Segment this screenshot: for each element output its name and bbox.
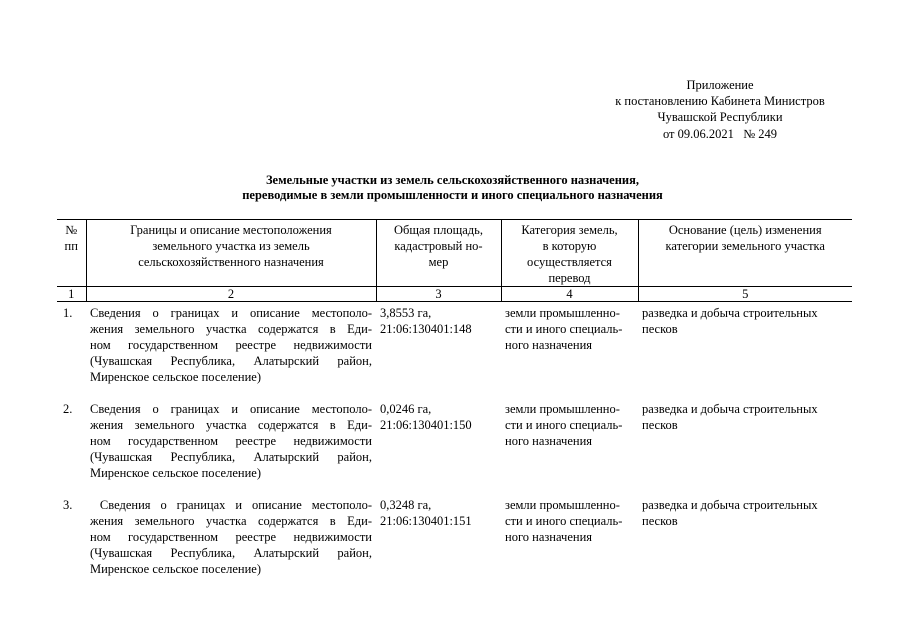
header-reason: Основание (цель) изменения категории земельного участка bbox=[638, 220, 852, 287]
row-reason: разведка и добыча строительных песков bbox=[642, 306, 818, 336]
land-plots-table bbox=[57, 219, 852, 590]
row-area: 0,0246 га, 21:06:130401:150 bbox=[380, 402, 472, 432]
header-category: Категория земель, в которую осуществляется перевод bbox=[501, 220, 638, 287]
row-number: 1. bbox=[63, 306, 73, 320]
header-description: Границы и описание местоположения земельного участка из земель сельскохозяйственного назначения bbox=[86, 220, 376, 287]
header-area: Общая площадь, кадастровый но- мер bbox=[376, 220, 501, 287]
column-number: 5 bbox=[638, 287, 852, 302]
row-area: 3,8553 га, 21:06:130401:148 bbox=[380, 306, 472, 336]
appendix-label: Приложение bbox=[686, 78, 754, 92]
row-category: земли промышленно- сти и иного специаль- ного назначения bbox=[505, 498, 623, 544]
column-number: 2 bbox=[86, 287, 376, 302]
appendix-republic: Чувашской Республики bbox=[657, 110, 783, 125]
appendix-date-number: от 09.06.2021 № 249 bbox=[662, 126, 778, 141]
title-line-2: переводимые в земли промышленности и иного специального назначения bbox=[242, 187, 663, 202]
row-number: 2. bbox=[63, 402, 73, 416]
table-row bbox=[57, 302, 852, 399]
row-category: земли промышленно- сти и иного специаль- ного назначения bbox=[505, 306, 623, 352]
row-description: Сведения о границах и описание местополо- жения земельного участка содержатся в Еди- ном государственном реестре недвижимости (Чувашская Республика, Алатырский район, Миренское сельское поселение) bbox=[90, 498, 372, 576]
table-header-row bbox=[57, 220, 852, 287]
appendix-resolution: к постановлению Кабинета Министров bbox=[615, 94, 825, 109]
column-number: 3 bbox=[376, 287, 501, 302]
row-category: земли промышленно- сти и иного специаль- ного назначения bbox=[505, 402, 623, 448]
appendix-block bbox=[560, 77, 880, 142]
header-number: № пп bbox=[57, 220, 86, 287]
column-number: 4 bbox=[501, 287, 638, 302]
table-row bbox=[57, 398, 852, 494]
row-number: 3. bbox=[63, 498, 73, 512]
row-reason: разведка и добыча строительных песков bbox=[642, 402, 818, 432]
table-row bbox=[57, 494, 852, 590]
column-number: 1 bbox=[57, 287, 86, 302]
row-reason: разведка и добыча строительных песков bbox=[642, 498, 818, 528]
row-description: Сведения о границах и описание местополо- жения земельного участка содержатся в Еди- ном государственном реестре недвижимости (Чувашская Республика, Алатырский район, Миренское сельское поселение) bbox=[90, 306, 372, 384]
column-numbers-row bbox=[57, 287, 852, 302]
row-description: Сведения о границах и описание местополо- жения земельного участка содержатся в Еди- ном государственном реестре недвижимости (Чувашская Республика, Алатырский район, Миренское сельское поселение) bbox=[90, 402, 372, 480]
title-line-1: Земельные участки из земель сельскохозяйственного назначения, bbox=[265, 173, 640, 187]
document-title bbox=[0, 173, 905, 202]
row-area: 0,3248 га, 21:06:130401:151 bbox=[380, 498, 472, 528]
